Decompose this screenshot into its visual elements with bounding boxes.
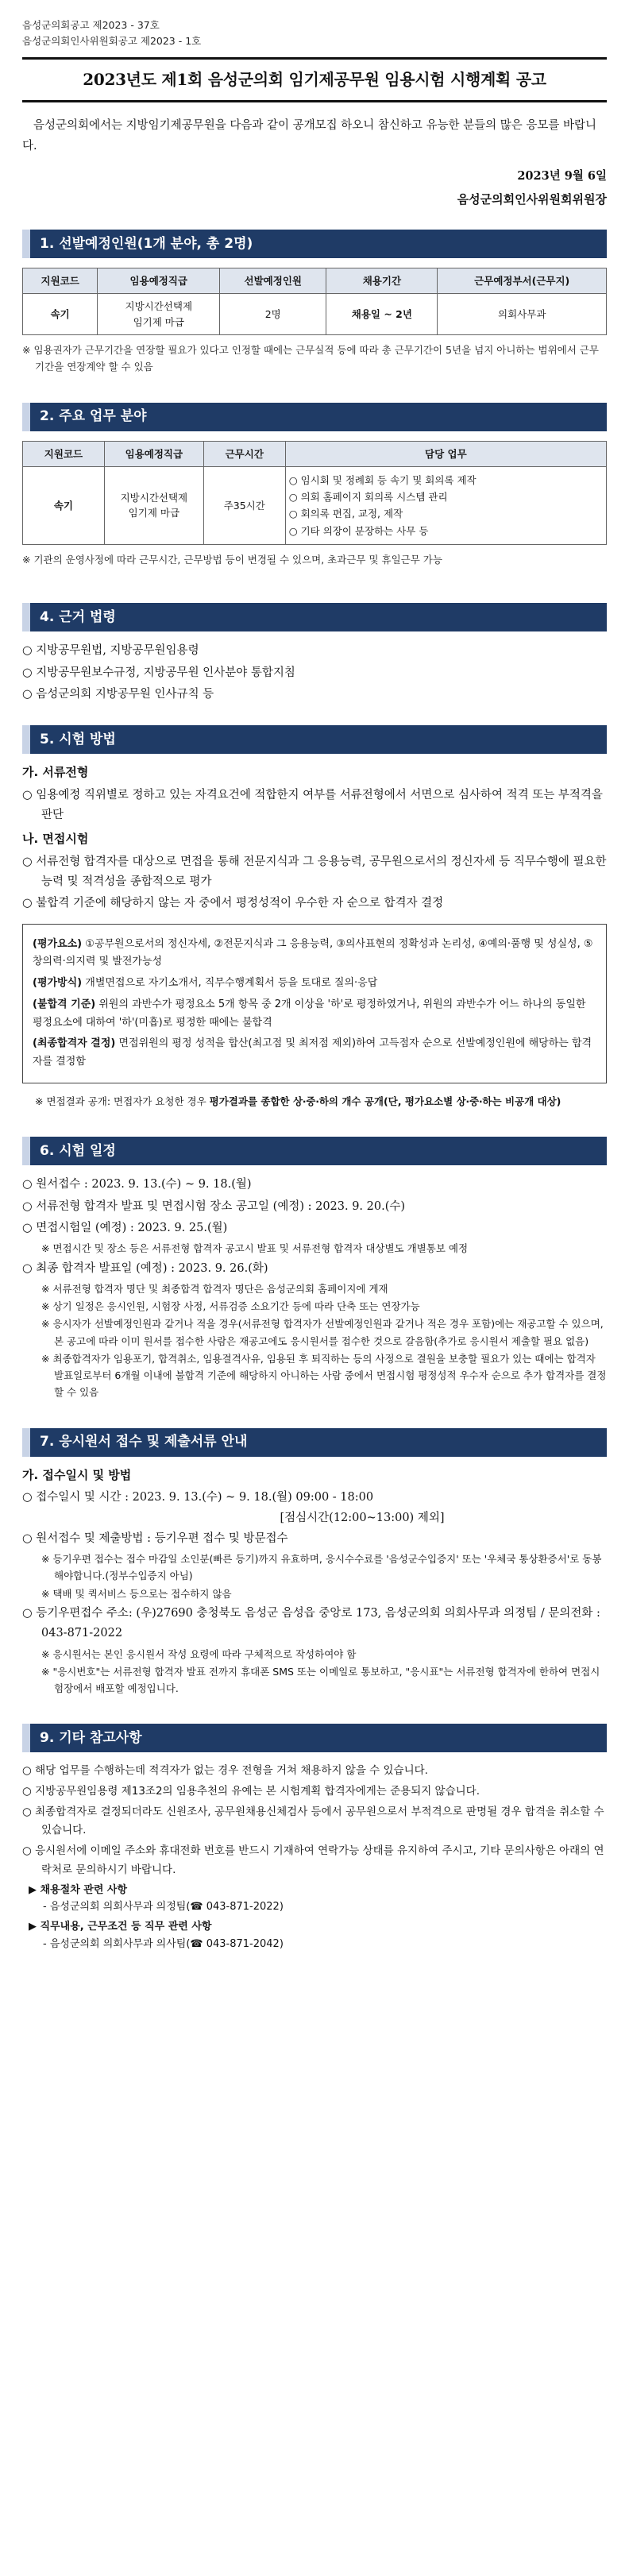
notice-number-2: 음성군의회인사위원회공고 제2023 - 1호 [22,35,202,47]
application-note: ※ 응시원서는 본인 응시원서 작성 요령에 따라 구체적으로 작성하여야 함 [41,1647,357,1660]
eval-key: (최종합격자 결정) [33,1037,116,1050]
contact-heading: ▶ 직무내용, 근무조건 등 직무 관련 사항 [29,1921,212,1933]
application-note: ※ 등기우편 접수는 접수 마감일 소인분(빠른 등기)까지 유효하며, 응시수수료를 '음성군수입증지' 또는 '우체국 통상환증서'로 동봉해야합니다.(정부수입증지 아님) [41,1553,602,1582]
table-cell [104,466,203,544]
law-item: ○ 지방공무원법, 지방공무원임용령 [22,644,199,658]
eval-value: 개별면접으로 자기소개서, 직무수행계획서 등을 토대로 질의‧응답 [82,977,378,990]
table-header-row [23,441,607,466]
table-header: 임용예정직급 [104,441,203,466]
schedule-note: ※ 서류전형 합격자 명단 및 최종합격 합격자 명단은 음성군의회 홈페이지에 게재 [41,1282,388,1295]
law-item: ○ 지방공무원보수규정, 지방공무원 인사분야 통합지침 [22,666,295,679]
section-2-header: 2. 주요 업무 분야 [22,403,607,431]
grade-line: 지방시간선택제 [120,492,188,504]
reference-item: ○ 지방공무원임용령 제13조2의 임용추천의 유예는 본 시험계획 합격자에게는 준용되지 않습니다. [22,1785,480,1798]
schedule-note: ※ 최종합격자가 임용포기, 합격취소, 임용결격사유, 임용된 후 퇴직하는 등의 사정으로 결원을 보충할 필요가 있는 때에는 합격자 발표일로부터 6개월 이내에 불합격 기준에 해당하지 아니하는 사람 중에서 면접시험 평정성적 우수자 순으로 추가 합격자를 결정할 수 있음 [41,1352,607,1399]
table-cell [98,294,220,335]
lunch-exclusion: [점심시간(12:00~13:00) 제외] [280,1512,445,1525]
grade-line: 임기제 마급 [133,315,184,328]
eval-value: 위원의 과반수가 평정요소 5개 항목 중 2개 이상을 '하'로 평정하였거나, 위원의 과반수가 어느 하나의 동일한 평정요소에 대하여 '하'(미흡)로 평정한 때에는 불합격 [33,998,586,1029]
section-4-header: 4. 근거 법령 [22,603,607,631]
section-7-header: 7. 응시원서 접수 및 제출서류 안내 [22,1428,607,1457]
interview-disclosure-note [22,1093,607,1110]
table-header: 근무예정부서(근무지) [438,268,607,293]
grade-line: 임기제 마급 [128,507,180,519]
section-2-note: ※ 기관의 운영사정에 따라 근무시간, 근무방법 등이 변경될 수 있으며, 초과근무 및 휴일근무 가능 [22,553,442,566]
table-header: 지원코드 [23,441,105,466]
contact-line: - 음성군의회 의회사무과 의사팀(☎ 043-871-2042) [43,1937,284,1950]
schedule-item: ○ 면접시험일 (예정) : 2023. 9. 25.(월) [22,1221,228,1234]
subheading-interview: 나. 면접시험 [22,832,89,847]
eval-line [33,1035,596,1072]
table-row [23,294,607,335]
recruitment-table [22,268,607,335]
table-header: 근무시간 [203,441,285,466]
application-note: ※ 택배 및 퀵서비스 등으로는 접수하지 않음 [41,1587,232,1600]
interview-item: ○ 서류전형 합격자를 대상으로 면접을 통해 전문지식과 그 응용능력, 공무원으로서의 정신자세 등 직무수행에 필요한 능력 및 적격성을 종합적으로 평가 [22,855,607,888]
application-item: ○ 등기우편접수 주소: (우)27690 충청북도 음성군 음성읍 중앙로 173, 음성군의회 의회사무과 의정팀 / 문의전화 : 043-871-2022 [22,1606,600,1640]
application-note: ※ "응시번호"는 서류전형 합격자 발표 전까지 휴대폰 SMS 또는 이메일로 통보하고, "응시표"는 서류전형 합격자에 한하여 면접시험장에서 배포할 예정입니다. [41,1665,600,1695]
eval-key: (평가방식) [33,977,83,990]
eval-key: (불합격 기준) [33,998,96,1010]
eval-value: 면접위원의 평정 성적을 합산(최고점 및 최저점 제외)하여 고득점자 순으로 선발예정인원에 해당하는 합격자를 결정함 [33,1037,592,1068]
table-header: 담당 업무 [285,441,606,466]
notice-date: 2023년 9월 6일 [517,169,607,183]
eval-line [33,975,596,993]
table-cell: 속기 [23,294,98,335]
notice-issuer: 음성군의회인사위원회위원장 [457,191,607,207]
section-1-header: 1. 선발예정인원(1개 분야, 총 2명) [22,230,607,258]
eval-line [33,936,596,972]
duty-item: ○ 회의록 편집, 교정, 제작 [288,508,403,520]
schedule-note: ※ 면접시간 및 장소 등은 서류전형 합격자 공고시 발표 및 서류전형 합격자 대상별도 개별통보 예정 [41,1242,469,1255]
section-5-header: 5. 시험 방법 [22,725,607,754]
page-title: 2023년도 제1회 음성군의회 임기제공무원 임용시험 시행계획 공고 [22,57,607,102]
duties-cell [285,466,606,544]
schedule-note: ※ 응시자가 선발예정인원과 같거나 적을 경우(서류전형 합격자가 선발예정인원과 같거나 적은 경우 포함)에는 재공고할 수 있으며, 본 공고에 따라 이미 원서를 접수한 사람은 재공고에도 응시원서를 접수한 것으로 갈음함(추가로 응시원서 제출할 필요 없음) [41,1318,604,1347]
section-6-header: 6. 시험 일정 [22,1137,607,1165]
eval-key: (평가요소) [33,937,83,950]
duty-item: ○ 임시회 및 정례회 등 속기 및 회의록 제작 [288,473,477,486]
grade-line: 지방시간선택제 [125,300,193,313]
schedule-item: ○ 서류전형 합격자 발표 및 면접시험 장소 공고일 (예정) : 2023. 9. 20.(수) [22,1199,406,1213]
duty-item: ○ 기타 의장이 분장하는 사무 등 [288,524,429,537]
table-header: 임용예정직급 [98,268,220,293]
reference-item: ○ 응시원서에 이메일 주소와 휴대전화 번호를 반드시 기재하여 연락가능 상태를 유지하여 주시고, 기타 문의사항은 아래의 연락처로 문의하시기 바랍니다. [22,1844,604,1876]
table-header: 채용기간 [326,268,438,293]
reference-item: ○ 최종합격자로 결정되더라도 신원조사, 공무원채용신체검사 등에서 공무원으로서 부적격으로 판명될 경우 합격을 취소할 수 있습니다. [22,1805,604,1837]
table-row [23,466,607,544]
law-item: ○ 음성군의회 지방공무원 인사규칙 등 [22,687,214,701]
duties-table [22,441,607,545]
subheading-document-screening: 가. 서류전형 [22,765,89,780]
schedule-item: ○ 최종 합격자 발표일 (예정) : 2023. 9. 26.(화) [22,1261,268,1275]
table-cell: 의회사무과 [438,294,607,335]
reference-item: ○ 해당 업무를 수행하는데 적격자가 없는 경우 전형을 거쳐 채용하지 않을 수 있습니다. [22,1764,428,1778]
table-header-row [23,268,607,293]
contact-line: - 음성군의회 의회사무과 의정팀(☎ 043-871-2022) [43,1901,284,1914]
intro-text: 음성군의회에서는 지방임기제공무원을 다음과 같이 공개모집 하오니 참신하고 유능한 분들의 많은 응모를 바랍니다. [22,119,597,153]
subheading-application: 가. 접수일시 및 방법 [22,1467,132,1482]
evaluation-box [22,924,607,1083]
note-text: ※ 면접결과 공개: 면접자가 요청한 경우 [35,1095,210,1107]
section-9-header: 9. 기타 참고사항 [22,1724,607,1752]
eval-line [33,996,596,1033]
table-cell: 주35시간 [203,466,285,544]
contact-heading: ▶ 채용절차 관련 사항 [29,1884,128,1897]
table-cell: 속기 [23,466,105,544]
duty-item: ○ 의회 홈페이지 회의록 시스템 관리 [288,491,448,504]
application-item: ○ 원서접수 및 제출방법 : 등기우편 접수 및 방문접수 [22,1531,288,1545]
schedule-item: ○ 원서접수 : 2023. 9. 13.(수) ~ 9. 18.(월) [22,1178,252,1191]
table-header: 선발예정인원 [220,268,326,293]
interview-item: ○ 불합격 기준에 해당하지 않는 자 중에서 평정성적이 우수한 자 순으로 합격자 결정 [22,897,444,910]
eval-value: ①공무원으로서의 정신자세, ②전문지식과 그 응용능력, ③의사표현의 정확성과 논리성, ④예의‧품행 및 성실성, ⑤창의력‧의지력 및 발전가능성 [33,937,593,968]
table-header: 지원코드 [23,268,98,293]
table-cell: 2명 [220,294,326,335]
table-cell: 채용일 ~ 2년 [326,294,438,335]
note-bold-text: 평가결과를 종합한 상‧중‧하의 개수 공개(단, 평가요소별 상‧중‧하는 비공개 대상) [209,1095,561,1107]
schedule-note: ※ 상기 일정은 응시인원, 시험장 사정, 서류검증 소요기간 등에 따라 단축 또는 연장가능 [41,1300,420,1313]
screening-item: ○ 임용예정 직위별로 정하고 있는 자격요건에 적합한지 여부를 서류전형에서 서면으로 심사하여 적격 또는 부적격을 판단 [22,788,603,821]
application-item: ○ 접수일시 및 시간 : 2023. 9. 13.(수) ~ 9. 18.(월) 09:00 - 18:00 [22,1490,374,1504]
notice-number-1: 음성군의회공고 제2023 - 37호 [22,19,160,31]
section-1-note: ※ 임용권자가 근무기간을 연장할 필요가 있다고 인정할 때에는 근무실적 등에 따라 총 근무기간이 5년을 넘지 아니하는 범위에서 근무기간을 연장계약 할 수 있음 [22,344,599,373]
